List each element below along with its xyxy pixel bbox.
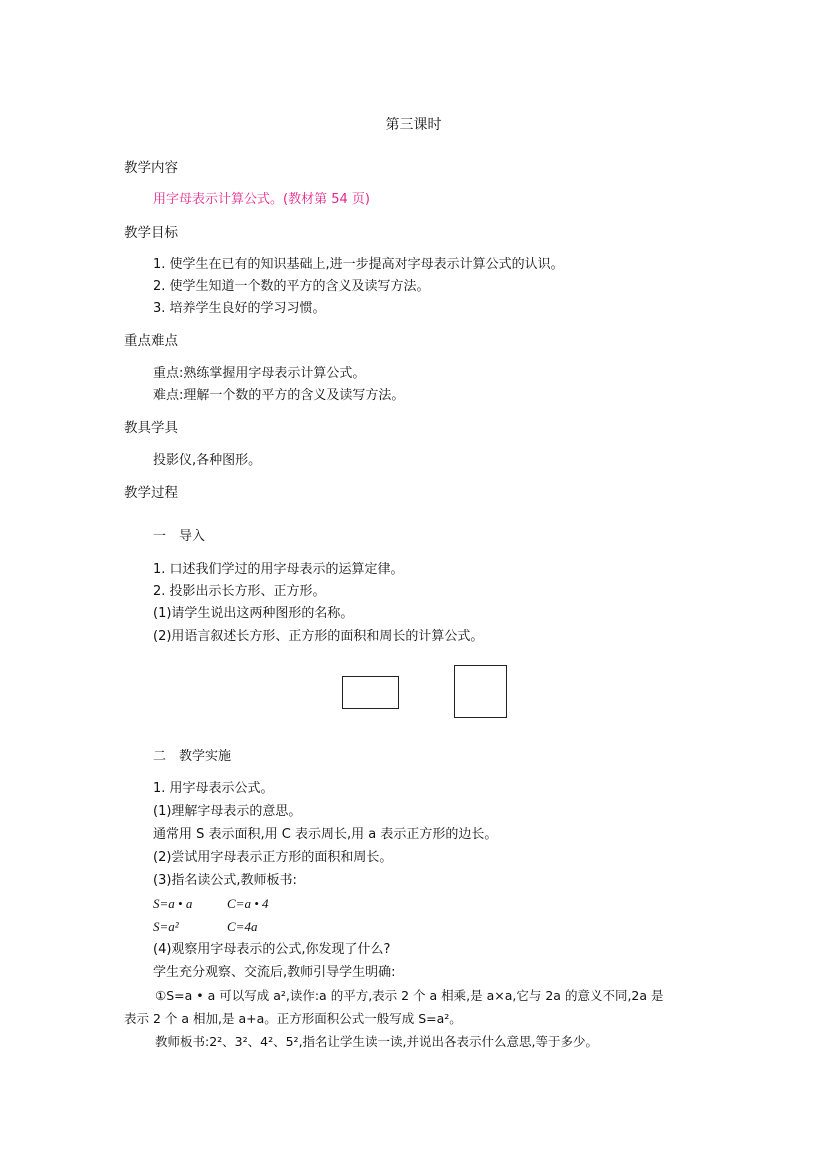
goal-item: 1. 使学生在已有的知识基础上,进一步提高对字母表示计算公式的认识。 — [153, 257, 564, 272]
square-figure — [454, 665, 507, 718]
content-heading: 教学内容 — [124, 160, 178, 176]
formula-perimeter-short: C=4a — [227, 919, 258, 934]
part1-line: (2)用语言叙述长方形、正方形的面积和周长的计算公式。 — [153, 629, 484, 644]
goal-item: 3. 培养学生良好的学习习惯。 — [153, 301, 326, 316]
part2-line: 学生充分观察、交流后,教师引导学生明确: — [153, 965, 396, 980]
page-title: 第三课时 — [385, 117, 442, 133]
board-note: 教师板书:2²、3²、4²、5²,指名让学生读一读,并说出各表示什么意思,等于多少。 — [155, 1034, 598, 1049]
part1-line: (1)请学生说出这两种图形的名称。 — [153, 606, 354, 621]
part1-line: 1. 口述我们学过的用字母表示的运算定律。 — [153, 562, 404, 577]
rectangle-figure — [342, 676, 399, 709]
formula-area-product: S=a • a — [153, 896, 193, 911]
part2-line: (1)理解字母表示的意思。 — [153, 804, 302, 819]
part2-heading: 二 教学实施 — [153, 749, 232, 764]
process-heading: 教学过程 — [124, 485, 178, 501]
key-point: 难点:理解一个数的平方的含义及读写方法。 — [153, 388, 405, 403]
part2-line: (3)指名读公式,教师板书: — [153, 873, 297, 888]
key-point: 重点:熟练掌握用字母表示计算公式。 — [153, 366, 366, 381]
part2-line: 1. 用字母表示公式。 — [153, 781, 274, 796]
goals-heading: 教学目标 — [124, 225, 178, 241]
tools-text: 投影仪,各种图形。 — [153, 453, 262, 468]
tools-heading: 教具学具 — [124, 420, 178, 436]
part1-line: 2. 投影出示长方形、正方形。 — [153, 584, 326, 599]
part2-line: 通常用 S 表示面积,用 C 表示周长,用 a 表示正方形的边长。 — [153, 827, 498, 842]
content-text: 用字母表示计算公式。(教材第 54 页) — [153, 192, 370, 207]
goal-item: 2. 使学生知道一个数的平方的含义及读写方法。 — [153, 279, 430, 294]
part2-line: (2)尝试用字母表示正方形的面积和周长。 — [153, 850, 393, 865]
key-heading: 重点难点 — [124, 333, 178, 349]
formula-perimeter-product: C=a • 4 — [227, 896, 269, 911]
explanation-line: ①S=a • a 可以写成 a²,读作:a 的平方,表示 2 个 a 相乘,是 a×a,它与 2a 的意义不同,2a 是 — [155, 988, 664, 1003]
part1-heading: 一 导入 — [153, 529, 206, 544]
part2-line: (4)观察用字母表示的公式,你发现了什么? — [153, 942, 391, 957]
explanation-line: 表示 2 个 a 相加,是 a+a。正方形面积公式一般写成 S=a²。 — [124, 1011, 462, 1026]
formula-area-square: S=a² — [153, 919, 179, 934]
